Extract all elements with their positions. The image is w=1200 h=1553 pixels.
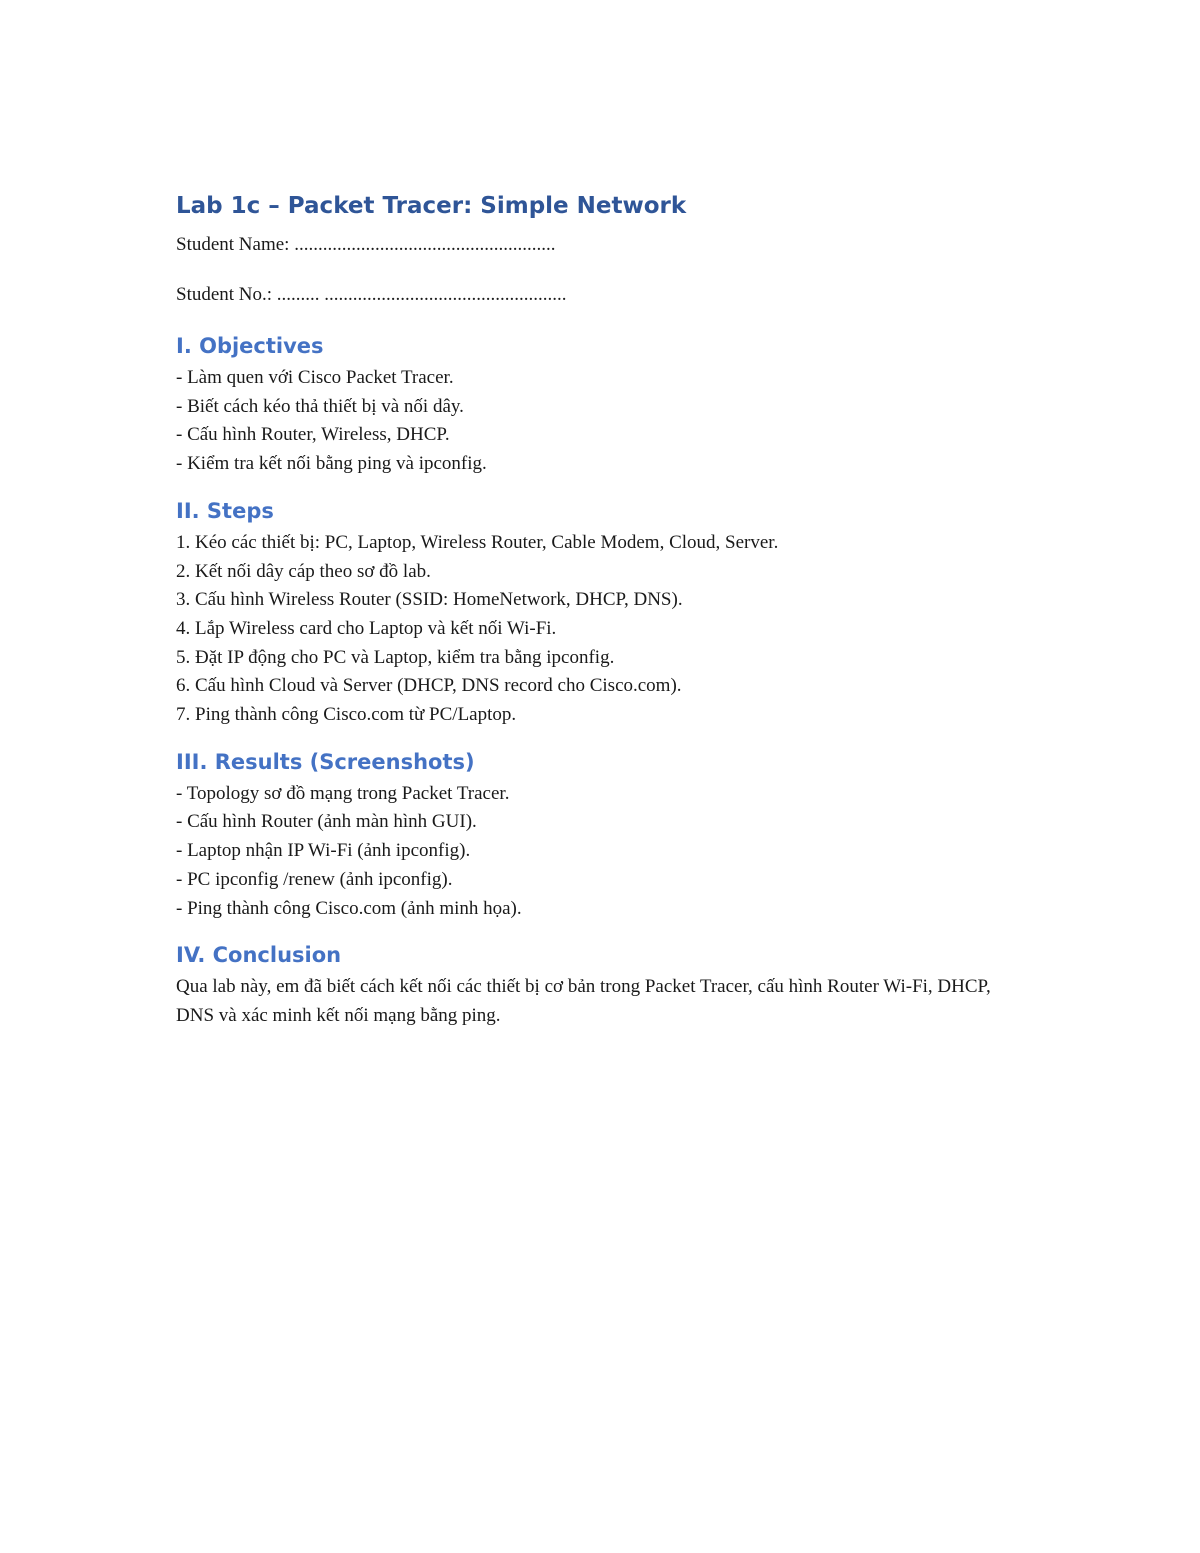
list-item: 5. Đặt IP động cho PC và Laptop, kiểm tra bằng ipconfig. xyxy=(176,646,615,668)
list-item: - Cấu hình Router (ảnh màn hình GUI). xyxy=(176,811,477,833)
list-item: 7. Ping thành công Cisco.com từ PC/Laptop. xyxy=(176,704,517,726)
list-item: 1. Kéo các thiết bị: PC, Laptop, Wireless Router, Cable Modem, Cloud, Server. xyxy=(176,531,779,553)
list-item: - Topology sơ đồ mạng trong Packet Tracer. xyxy=(176,782,510,804)
student-name-field: Student Name: ....................................................... xyxy=(176,234,556,255)
results-list xyxy=(176,780,1036,924)
objectives-list xyxy=(176,364,1036,479)
conclusion-paragraph: Qua lab này, em đã biết cách kết nối các thiết bị cơ bản trong Packet Tracer, cấu hình Router Wi-Fi, DHCP, DNS và xác minh kết nối mạng bằng ping. xyxy=(176,976,991,1026)
list-item: 4. Lắp Wireless card cho Laptop và kết nối Wi-Fi. xyxy=(176,617,557,639)
document-title: Lab 1c – Packet Tracer: Simple Network xyxy=(176,193,687,219)
list-item: 3. Cấu hình Wireless Router (SSID: HomeNetwork, DHCP, DNS). xyxy=(176,589,683,611)
results-heading: III. Results (Screenshots) xyxy=(176,749,475,774)
list-item: 6. Cấu hình Cloud và Server (DHCP, DNS record cho Cisco.com). xyxy=(176,675,682,697)
document-page xyxy=(176,190,1036,1031)
list-item: - Cấu hình Router, Wireless, DHCP. xyxy=(176,424,450,446)
list-item: - Laptop nhận IP Wi-Fi (ảnh ipconfig). xyxy=(176,840,471,862)
list-item: - Ping thành công Cisco.com (ảnh minh họa). xyxy=(176,897,522,919)
list-item: - Làm quen với Cisco Packet Tracer. xyxy=(176,367,454,388)
steps-heading: II. Steps xyxy=(176,498,274,523)
list-item: - Kiểm tra kết nối bằng ping và ipconfig. xyxy=(176,453,487,475)
objectives-heading: I. Objectives xyxy=(176,334,324,358)
student-no-field: Student No.: ......... ................................................... xyxy=(176,284,567,305)
list-item: 2. Kết nối dây cáp theo sơ đồ lab. xyxy=(176,560,431,582)
conclusion-heading: IV. Conclusion xyxy=(176,943,342,968)
list-item: - Biết cách kéo thả thiết bị và nối dây. xyxy=(176,395,464,417)
steps-list xyxy=(176,529,1036,730)
list-item: - PC ipconfig /renew (ảnh ipconfig). xyxy=(176,868,453,890)
